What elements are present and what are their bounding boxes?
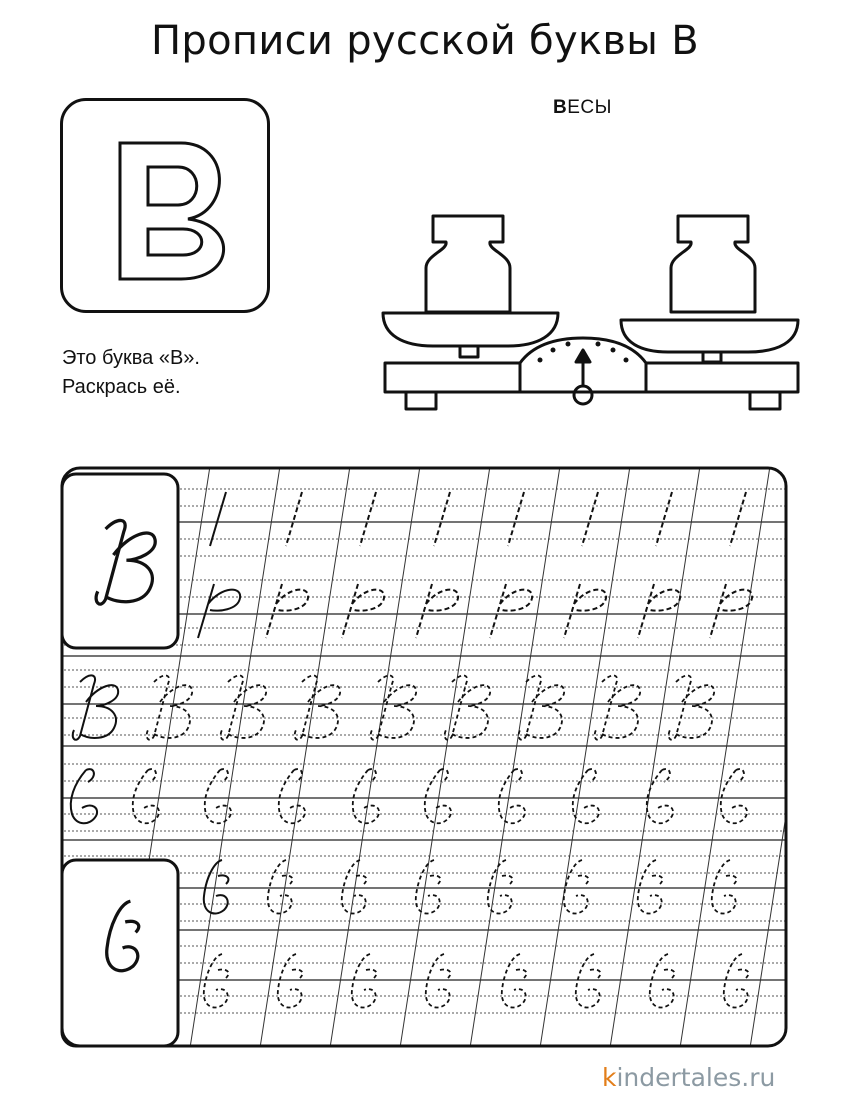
handwriting-practice-sheet: [60, 466, 788, 1048]
page-title: Прописи русской буквы В: [151, 18, 699, 64]
brand-rest: indertales.ru: [616, 1063, 776, 1092]
brand-k: k: [602, 1063, 617, 1092]
brand-link[interactable]: [602, 1063, 775, 1092]
instruction-text: [62, 344, 200, 402]
coloring-letter-box: [60, 98, 270, 313]
outline-letter-b-icon: [63, 101, 273, 316]
instruction-line-1: Это буква «В».: [62, 347, 200, 369]
word-first-letter: В: [553, 97, 568, 118]
picture-word: [553, 97, 612, 119]
instruction-line-2: Раскрась её.: [62, 376, 181, 398]
balance-scale-icon: [378, 200, 808, 425]
word-rest: ЕСЫ: [567, 97, 612, 118]
